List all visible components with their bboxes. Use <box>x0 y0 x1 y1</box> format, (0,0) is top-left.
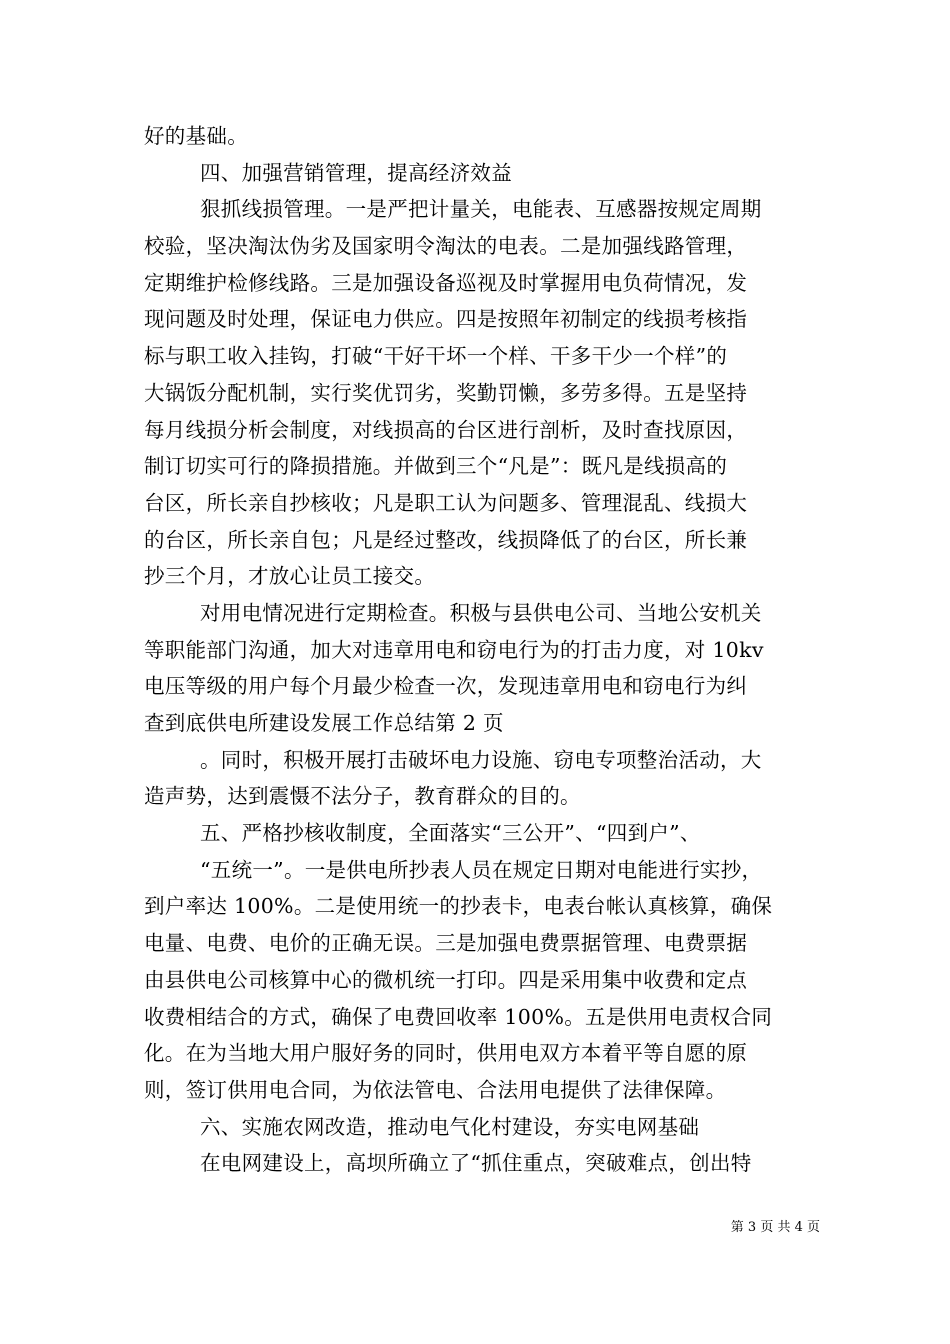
text-line: 制订切实可行的降损措施。并做到三个“凡是”：既凡是线损高的 <box>144 454 728 479</box>
text-line: 狠抓线损管理。一是严把计量关，电能表、互感器按规定周期 <box>200 197 762 222</box>
page-number-footer: 第 3 页 共 4 页 <box>730 1220 820 1235</box>
text-line: 到户率达 100%。二是使用统一的抄表卡，电表台帐认真核算，确保 <box>144 894 773 919</box>
text-line: 。同时，积极开展打击破坏电力设施、窃电专项整治活动，大 <box>200 747 762 772</box>
text-line: 校验，坚决淘汰伪劣及国家明令淘汰的电表。二是加强线路管理， <box>144 234 748 259</box>
text-line: 则，签订供用电合同，为依法管电、合法用电提供了法律保障。 <box>144 1077 727 1102</box>
text-line: 四、加强营销管理，提高经济效益 <box>200 160 512 185</box>
text-line: 电压等级的用户每个月最少检查一次，发现违章用电和窃电行为纠 <box>144 674 748 699</box>
text-line: 标与职工收入挂钩，打破“干好干坏一个样、干多干少一个样”的 <box>144 344 728 369</box>
text-line: 抄三个月，才放心让员工接交。 <box>144 564 436 589</box>
text-line: 现问题及时处理，保证电力供应。四是按照年初制定的线损考核指 <box>144 307 748 332</box>
text-line: 定期维护检修线路。三是加强设备巡视及时掌握用电负荷情况，发 <box>144 270 748 295</box>
text-line: 的台区，所长亲自包；凡是经过整改，线损降低了的台区，所长兼 <box>144 527 748 552</box>
text-line: 在电网建设上，高坝所确立了“抓住重点，突破难点，创出特 <box>200 1151 752 1176</box>
text-line: 六、实施农网改造，推动电气化村建设，夯实电网基础 <box>200 1114 700 1139</box>
text-line: 电量、电费、电价的正确无误。三是加强电费票据管理、电费票据 <box>144 931 748 956</box>
text-line: 好的基础。 <box>144 124 248 148</box>
text-line: 查到底供电所建设发展工作总结第 2 页 <box>144 711 504 735</box>
text-line: 等职能部门沟通，加大对违章用电和窃电行为的打击力度，对 10kv <box>144 637 764 662</box>
text-line: 五、严格抄核收制度，全面落实“三公开”、“四到户”、 <box>200 821 701 846</box>
text-line: “五统一”。一是供电所抄表人员在规定日期对电能进行实抄， <box>200 857 763 882</box>
text-line: 化。在为当地大用户服好务的同时，供用电双方本着平等自愿的原 <box>144 1041 748 1066</box>
text-line: 对用电情况进行定期检查。积极与县供电公司、当地公安机关 <box>200 600 762 625</box>
text-line: 台区，所长亲自抄核收；凡是职工认为问题多、管理混乱、线损大 <box>144 490 748 515</box>
text-line: 每月线损分析会制度，对线损高的台区进行剖析，及时查找原因， <box>144 417 748 442</box>
text-line: 由县供电公司核算中心的微机统一打印。四是采用集中收费和定点 <box>144 967 748 992</box>
text-line: 造声势，达到震慑不法分子，教育群众的目的。 <box>144 784 581 809</box>
text-line: 大锅饭分配机制，实行奖优罚劣，奖勤罚懒，多劳多得。五是坚持 <box>144 380 748 405</box>
text-line: 收费相结合的方式，确保了电费回收率 100%。五是供用电责权合同 <box>144 1004 773 1029</box>
body-text <box>144 118 820 1182</box>
